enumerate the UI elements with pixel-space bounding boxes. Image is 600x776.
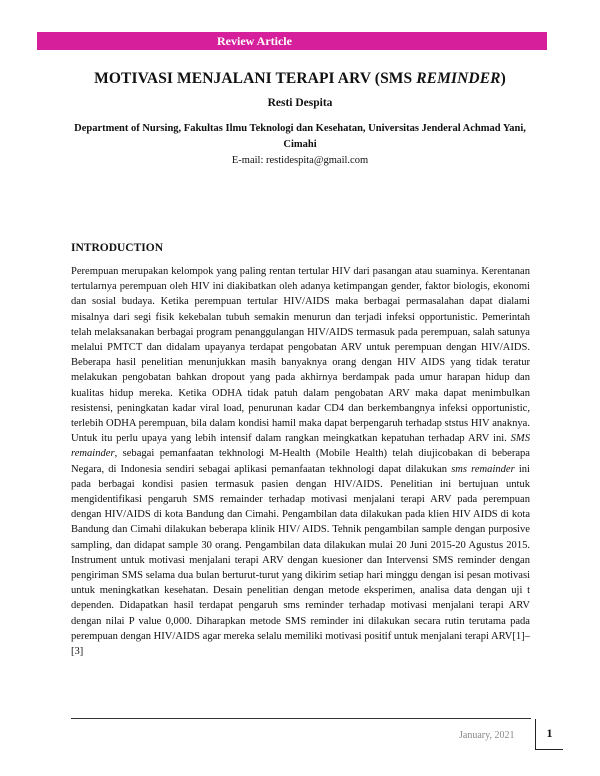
section-heading-introduction: INTRODUCTION xyxy=(71,242,164,254)
footer-divider xyxy=(71,718,531,719)
author-affiliation: Department of Nursing, Fakultas Ilmu Teknologi dan Kesehatan, Universitas Jenderal Achmad Yani, Cimahi xyxy=(74,123,526,150)
page-number: 1 xyxy=(546,726,553,740)
article-title xyxy=(0,70,600,88)
article-type-label: Review Article xyxy=(217,34,292,48)
paragraph-text-part-1: Perempuan merupakan kelompok yang paling rentan tertular HIV dari pasangan atau suaminya. Kerentanan tertularnya perempuan oleh HIV ini diakibatkan oleh adanya ketimpangan gender, faktor biologis, ekonomi dan sosial budaya. Ketika perempuan tertular HIV/AIDS maka berbagai permasalahan dapat dialami misalnya dari segi fisik kekebalan tubuh semakin menurun dan terjadi infeksi opportunistic. Pemerintah telah melaksanakan berbagai program penanggulangan HIV/AIDS termasuk pada perempuan, salah satunya melalui PMTCT dan didalam upayanya terdapat pengobatan ARV untuk perempuan dengan HIV/AIDS. Beberapa hasil penelitian menunjukkan masih banyaknya orang dengan HIV AIDS yang tidak teratur melakukan pengobatan bahkan dropout yang pada akhirnya berdampak pada umur harapan hidup dan kualitas hidup mereka. Ketika ODHA tidak patuh dalam pengobatan ARV maka dapat menimbulkan resistensi, peningkatan kadar viral load, penurunan kadar CD4 dan berkembangnya infeksi opportunistic, terlebih ODHA perempuan, bila dalam kondisi hamil maka dapat berpengaruh terhadap ststus HIV anaknya. Untuk itu perlu upaya yang lebih intensif dalam rangkan meingkatkan kepatuhan terhadap ARV ini. xyxy=(71,266,530,445)
page-number-box xyxy=(535,719,563,750)
paragraph-text-part-3: ini pada berbagai kondisi pasien termasuk pasien dengan HIV/AIDS. Penelitian ini bertujuan untuk mengidentifikasi pengaruh SMS remainder terhadap motivasi menjalani terapi ARV pada perempuan dengan HIV/AIDS di kota Bandung dan Cimahi. Pengambilan data dilakukan pada klien HIV AIDS di kota Bandung dan Cimahi dilakukan beberapa klinik HIV/ AIDS. Tehnik pengambilan sample dengan purposive sampling, dan didapat sample 30 orang. Pengambilan data dilakukan mulai 20 Juni 2015-20 Agustus 2015. Instrument untuk motivasi menjalani terapi ARV dengan kuesioner dan Intervensi SMS reminder dengan pengiriman SMS selama dua bulan berturut-turut yang dikirim setiap hari minggu dengan isi pesan motivasi untuk meningkatkan kesehatan. Desain penelitian dengan metode eksperimen, analisa data dengan uji t dependen. Didapatkan hasil terdapat pengaruh sms reminder terhadap motivasi menjalani terapi ARV dengan nilai P value 0,000. Diharapkan metode SMS reminder ini dilakukan secara rutin terutama pada perempuan dengan HIV/AIDS agar mereka selalu memiliki motivasi positif untuk menjalani terapi ARV[1]–[3] xyxy=(71,463,530,658)
introduction-paragraph xyxy=(71,264,530,659)
author-name: Resti Despita xyxy=(267,97,333,109)
sms-remainder-italic-1: SMS remainder xyxy=(71,433,530,460)
title-italic-text: REMINDER xyxy=(416,70,501,87)
review-article-banner xyxy=(37,32,547,50)
sms-remainder-italic-2: sms remainder xyxy=(451,463,515,475)
title-main-text: MOTIVASI MENJALANI TERAPI ARV (SMS xyxy=(94,70,417,87)
footer-date: January, 2021 xyxy=(459,730,515,741)
author-email: E-mail: restidespita@gmail.com xyxy=(231,155,369,166)
paragraph-text-part-2: , sebagai pemanfaatan tekhnologi M-Health (Mobile Health) telah diujicobakan di beberapa Negara, di Indonesia sendiri sebagai aplikasi pemanfaatan tekhnologi dapat dilakukan xyxy=(71,448,530,475)
title-end-text: ) xyxy=(500,70,506,87)
